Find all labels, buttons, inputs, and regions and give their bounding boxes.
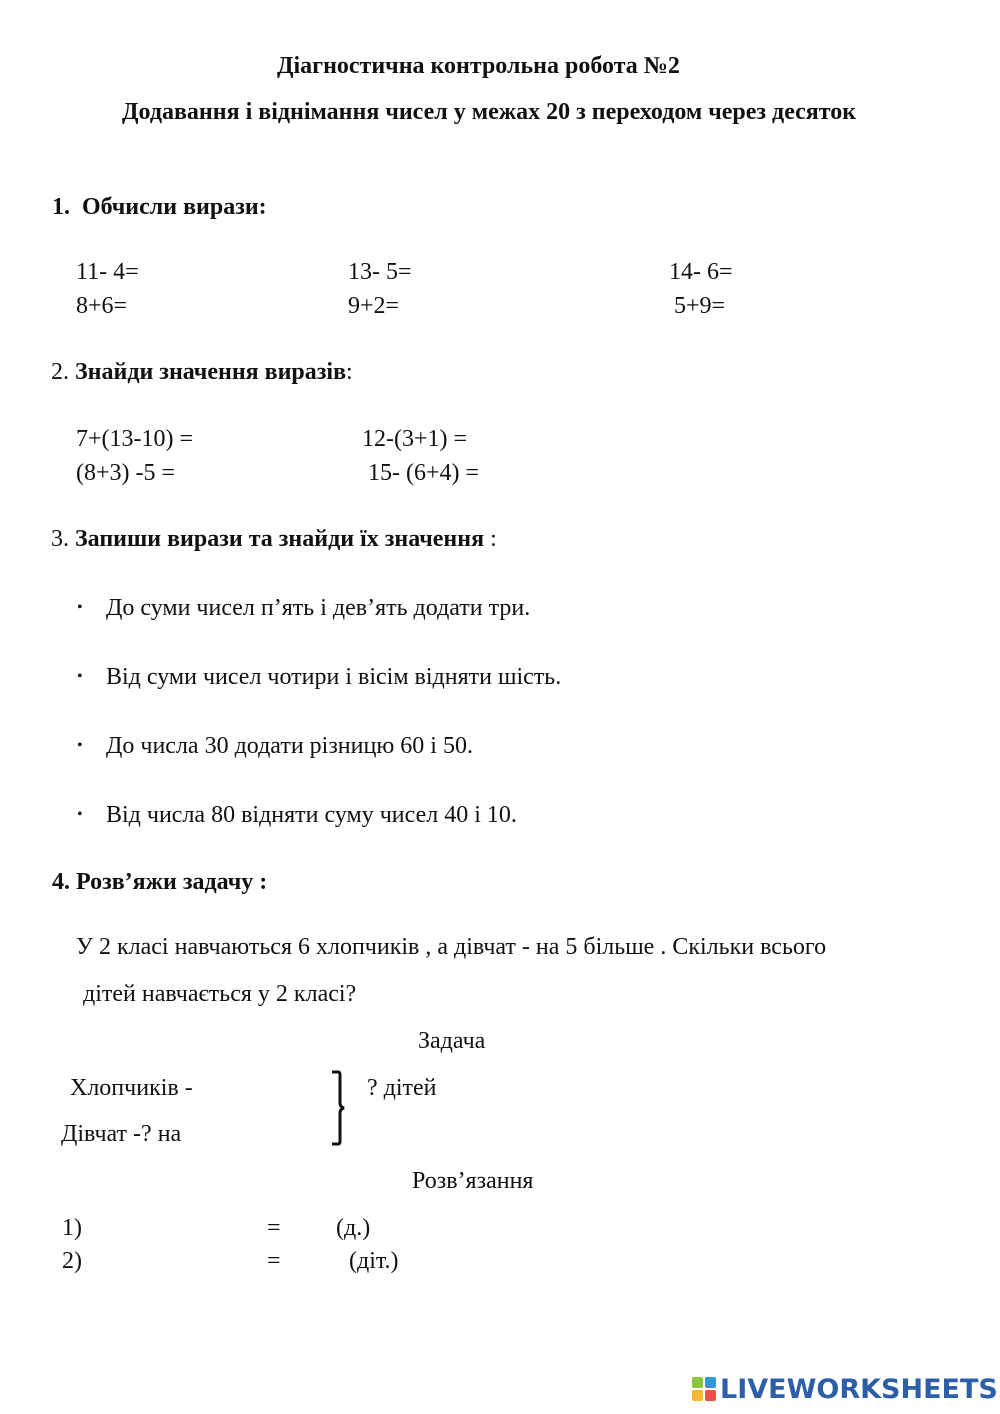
bullet-icon: • bbox=[77, 599, 83, 616]
solution-step-number: 1) bbox=[62, 1215, 82, 1241]
task3-item: До суми чисел п’ять і дев’ять додати три. bbox=[106, 595, 531, 621]
task1-expr: 5+9= bbox=[674, 293, 726, 319]
page-subtitle: Додавання і віднімання чисел у межах 20 з переходом через десяток bbox=[122, 99, 857, 125]
short-record-question: ? дітей bbox=[367, 1075, 437, 1101]
task4-problem-line: У 2 класі навчаються 6 хлопчиків , а дівчат - на 5 більше . Скільки всього bbox=[76, 934, 827, 960]
short-record-girls: Дівчат -? на bbox=[61, 1121, 182, 1147]
task1-expr: 9+2= bbox=[348, 293, 400, 319]
solution-step-number: 2) bbox=[62, 1248, 82, 1274]
task3-colon: : bbox=[484, 526, 497, 552]
task4-number: 4. bbox=[52, 869, 70, 895]
task2-expr: (8+3) -5 = bbox=[76, 460, 176, 486]
task1-expr: 13- 5= bbox=[348, 259, 412, 285]
task1-expr: 8+6= bbox=[76, 293, 128, 319]
task3-heading bbox=[51, 527, 497, 551]
task4-title: Розв’яжи задачу : bbox=[76, 869, 268, 895]
task1-title: Обчисли вирази: bbox=[82, 194, 267, 220]
page-title: Діагностична контрольна робота №2 bbox=[277, 53, 680, 79]
solution-step-unit: (д.) bbox=[336, 1215, 371, 1241]
task3-item: До числа 30 додати різницю 60 і 50. bbox=[106, 733, 473, 759]
task1-heading bbox=[52, 195, 267, 219]
task2-heading bbox=[51, 360, 353, 384]
solution-step-unit: (діт.) bbox=[349, 1248, 399, 1274]
liveworksheets-logo[interactable] bbox=[692, 1373, 998, 1405]
solution-step-equals: = bbox=[267, 1215, 281, 1241]
task3-number: 3. bbox=[51, 526, 69, 552]
task2-colon: : bbox=[346, 359, 353, 385]
solution-step-equals: = bbox=[267, 1248, 281, 1274]
logo-text: LIVEWORKSHEETS bbox=[720, 1373, 998, 1405]
task2-title: Знайди значення виразів bbox=[75, 359, 347, 385]
task4-problem-line: дітей навчається у 2 класі? bbox=[83, 981, 357, 1007]
bullet-icon: • bbox=[77, 737, 83, 754]
task2-expr: 12-(3+1) = bbox=[362, 426, 468, 452]
task2-expr: 15- (6+4) = bbox=[368, 460, 480, 486]
bullet-icon: • bbox=[77, 806, 83, 823]
bullet-icon: • bbox=[77, 668, 83, 685]
task4-heading bbox=[52, 870, 267, 894]
liveworksheets-logo-icon bbox=[692, 1377, 716, 1401]
short-record-title: Задача bbox=[418, 1028, 486, 1054]
task2-expr: 7+(13-10) = bbox=[76, 426, 194, 452]
task3-title: Запиши вирази та знайди їх значення bbox=[75, 526, 485, 552]
task3-item: Від суми чисел чотири і вісім відняти шість. bbox=[106, 664, 562, 690]
task1-expr: 11- 4= bbox=[76, 259, 139, 285]
task2-number: 2. bbox=[51, 359, 69, 385]
task1-expr: 14- 6= bbox=[669, 259, 733, 285]
task1-number: 1. bbox=[52, 194, 70, 220]
short-record-boys: Хлопчиків - bbox=[70, 1075, 193, 1101]
solution-title: Розв’язання bbox=[412, 1168, 534, 1194]
task3-item: Від числа 80 відняти суму чисел 40 і 10. bbox=[106, 802, 517, 828]
right-brace-icon bbox=[330, 1070, 346, 1146]
